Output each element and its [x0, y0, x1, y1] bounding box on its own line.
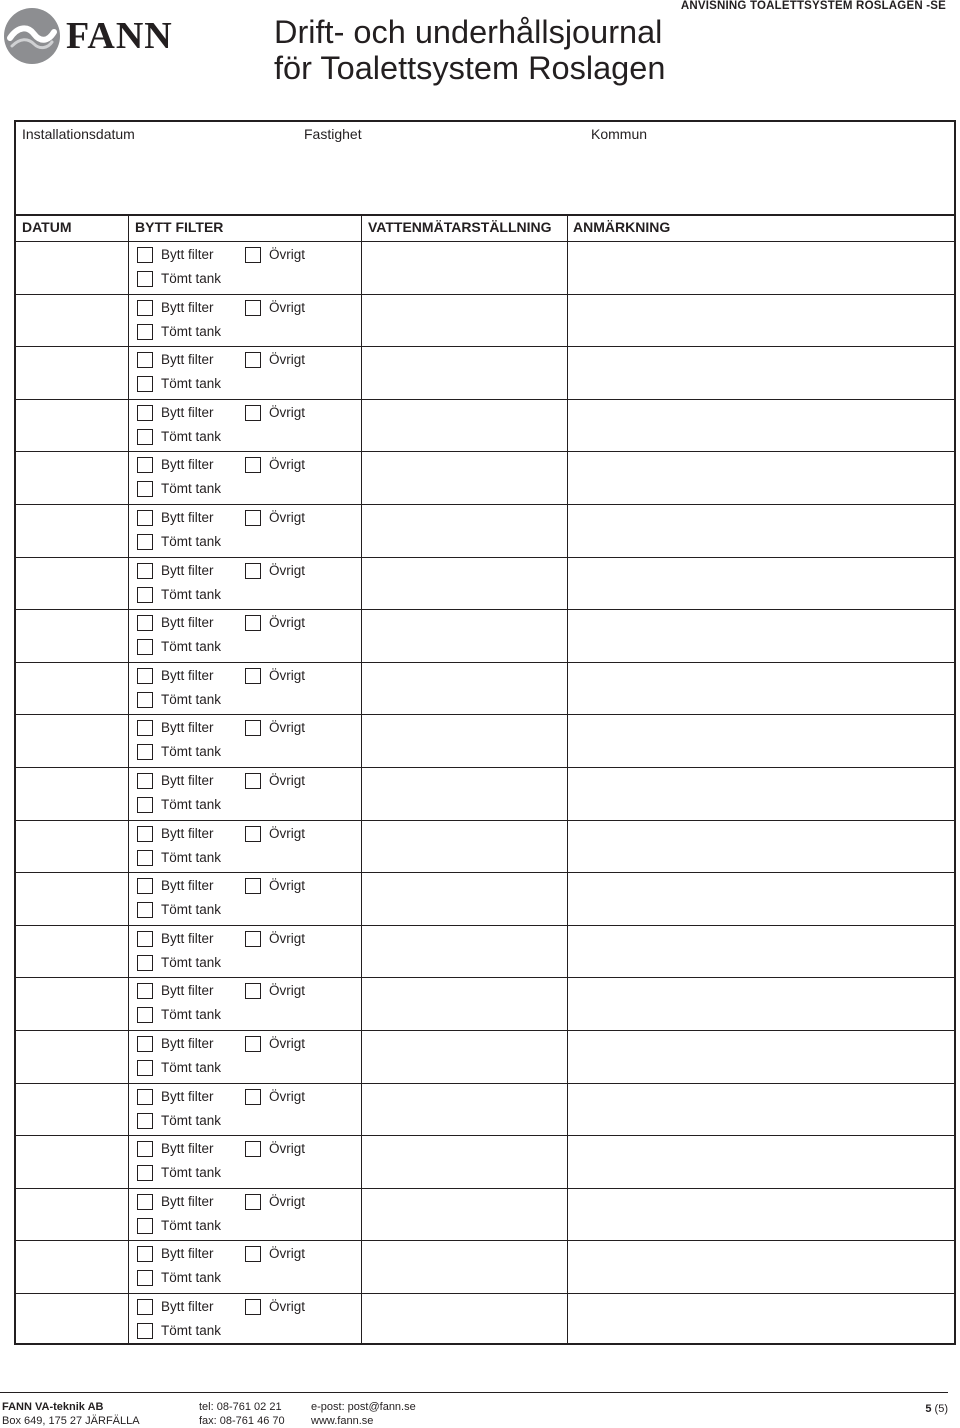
ovrigt-label: Övrigt [269, 930, 306, 946]
bytt-filter-checkbox[interactable] [137, 773, 153, 789]
table-row [16, 242, 954, 295]
header-note: ANMÄRKNING [573, 219, 671, 235]
table-row [16, 400, 954, 453]
journal-form [14, 120, 956, 1345]
bytt-filter-label: Bytt filter [161, 457, 214, 473]
tomt-tank-checkbox[interactable] [137, 1113, 153, 1129]
tomt-tank-checkbox[interactable] [137, 955, 153, 971]
tomt-tank-checkbox[interactable] [137, 587, 153, 603]
tomt-tank-checkbox[interactable] [137, 1323, 153, 1339]
tomt-tank-checkbox[interactable] [137, 534, 153, 550]
tomt-tank-checkbox[interactable] [137, 271, 153, 287]
tomt-tank-checkbox[interactable] [137, 1218, 153, 1234]
tomt-tank-label: Tömt tank [161, 744, 222, 760]
bytt-filter-label: Bytt filter [161, 615, 214, 631]
tomt-tank-label: Tömt tank [161, 481, 222, 497]
table-row [16, 926, 954, 979]
ovrigt-checkbox[interactable] [245, 1299, 261, 1315]
municipality-field[interactable]: Kommun [591, 126, 648, 142]
ovrigt-checkbox[interactable] [245, 510, 261, 526]
tomt-tank-checkbox[interactable] [137, 1060, 153, 1076]
ovrigt-label: Övrigt [269, 510, 306, 525]
bytt-filter-label: Bytt filter [161, 825, 214, 841]
bytt-filter-label: Bytt filter [161, 720, 214, 736]
table-row [16, 452, 954, 505]
tomt-tank-checkbox[interactable] [137, 797, 153, 813]
table-row [16, 821, 954, 874]
tomt-tank-label: Tömt tank [161, 323, 222, 339]
title-line-1: Drift- och underhållsjournal [274, 14, 663, 50]
footer-company [2, 1400, 140, 1428]
tomt-tank-label: Tömt tank [161, 1217, 222, 1233]
bytt-filter-label: Bytt filter [161, 667, 214, 683]
tomt-tank-label: Tömt tank [161, 639, 222, 655]
bytt-filter-label: Bytt filter [161, 299, 214, 315]
page-total: (5) [934, 1403, 948, 1415]
table-row [16, 663, 954, 716]
info-fields [16, 122, 954, 216]
ovrigt-label: Övrigt [269, 1036, 306, 1051]
ovrigt-checkbox[interactable] [245, 1246, 261, 1262]
property-field[interactable]: Fastighet [304, 126, 362, 142]
bytt-filter-label: Bytt filter [161, 352, 214, 368]
fann-logo-icon [4, 8, 60, 64]
bytt-filter-label: Bytt filter [161, 1299, 214, 1314]
bytt-filter-label: Bytt filter [161, 1193, 214, 1209]
ovrigt-label: Övrigt [269, 299, 306, 315]
bytt-filter-label: Bytt filter [161, 930, 214, 946]
ovrigt-label: Övrigt [269, 878, 306, 894]
ovrigt-checkbox[interactable] [245, 352, 261, 368]
tomt-tank-checkbox[interactable] [137, 744, 153, 760]
bytt-filter-label: Bytt filter [161, 773, 214, 788]
bytt-filter-checkbox[interactable] [137, 720, 153, 736]
tomt-tank-checkbox[interactable] [137, 639, 153, 655]
bytt-filter-checkbox[interactable] [137, 983, 153, 999]
table-row [16, 1189, 954, 1242]
bytt-filter-checkbox[interactable] [137, 1299, 153, 1315]
table-row [16, 1294, 954, 1347]
bytt-filter-checkbox[interactable] [137, 1141, 153, 1157]
fann-logo [4, 8, 173, 64]
column-divider [361, 215, 362, 1343]
ovrigt-label: Övrigt [269, 983, 306, 999]
fax-number: fax: 08-761 46 70 [199, 1415, 285, 1427]
table-row [16, 347, 954, 400]
bytt-filter-checkbox[interactable] [137, 352, 153, 368]
tomt-tank-checkbox[interactable] [137, 692, 153, 708]
tomt-tank-label: Tömt tank [161, 1323, 222, 1338]
bytt-filter-checkbox[interactable] [137, 563, 153, 579]
ovrigt-checkbox[interactable] [245, 668, 261, 684]
ovrigt-label: Övrigt [269, 667, 306, 683]
header-meter: VATTENMÄTARSTÄLLNING [368, 219, 552, 235]
ovrigt-label: Övrigt [269, 1141, 306, 1157]
tomt-tank-label: Tömt tank [161, 428, 222, 444]
table-row [16, 715, 954, 768]
footer-contact [311, 1400, 416, 1428]
ovrigt-label: Övrigt [269, 615, 306, 631]
header-date: DATUM [22, 219, 72, 235]
column-divider [567, 215, 568, 1343]
tomt-tank-label: Tömt tank [161, 1112, 222, 1128]
company-name: FANN VA-teknik AB [2, 1401, 104, 1413]
bytt-filter-checkbox[interactable] [137, 826, 153, 842]
ovrigt-checkbox[interactable] [245, 457, 261, 473]
bytt-filter-checkbox[interactable] [137, 931, 153, 947]
bytt-filter-checkbox[interactable] [137, 457, 153, 473]
bytt-filter-checkbox[interactable] [137, 1089, 153, 1105]
brand-name: FANN [66, 15, 173, 57]
company-address: Box 649, 175 27 JÄRFÄLLA [2, 1415, 140, 1427]
installation-date-field[interactable]: Installationsdatum [22, 126, 135, 142]
ovrigt-checkbox[interactable] [245, 1194, 261, 1210]
ovrigt-label: Övrigt [269, 562, 306, 578]
bytt-filter-label: Bytt filter [161, 1141, 214, 1157]
table-row [16, 978, 954, 1031]
bytt-filter-label: Bytt filter [161, 983, 214, 999]
tomt-tank-label: Tömt tank [161, 1060, 222, 1075]
bytt-filter-checkbox[interactable] [137, 300, 153, 316]
tomt-tank-checkbox[interactable] [137, 324, 153, 340]
page-title [274, 14, 665, 86]
bytt-filter-label: Bytt filter [161, 562, 214, 578]
ovrigt-label: Övrigt [269, 720, 306, 736]
table-row [16, 1031, 954, 1084]
ovrigt-checkbox[interactable] [245, 247, 261, 263]
ovrigt-label: Övrigt [269, 773, 306, 788]
ovrigt-checkbox[interactable] [245, 720, 261, 736]
footer-divider [0, 1392, 948, 1393]
ovrigt-label: Övrigt [269, 247, 306, 262]
tomt-tank-label: Tömt tank [161, 1270, 222, 1286]
title-line-2: för Toalettsystem Roslagen [274, 50, 666, 86]
bytt-filter-checkbox[interactable] [137, 878, 153, 894]
table-row [16, 295, 954, 348]
tomt-tank-label: Tömt tank [161, 902, 222, 918]
table-row [16, 1136, 954, 1189]
table-row [16, 558, 954, 611]
ovrigt-checkbox[interactable] [245, 931, 261, 947]
document-tag: ANVISNING TOALETTSYSTEM ROSLAGEN -SE [680, 0, 946, 12]
ovrigt-label: Övrigt [269, 1246, 306, 1262]
ovrigt-label: Övrigt [269, 1193, 306, 1209]
bytt-filter-label: Bytt filter [161, 1036, 214, 1051]
ovrigt-checkbox[interactable] [245, 1036, 261, 1052]
column-divider [128, 215, 129, 1343]
ovrigt-label: Övrigt [269, 404, 306, 420]
table-row [16, 610, 954, 663]
ovrigt-label: Övrigt [269, 352, 306, 368]
footer-phone [199, 1400, 285, 1428]
tomt-tank-checkbox[interactable] [137, 1007, 153, 1023]
ovrigt-checkbox[interactable] [245, 300, 261, 316]
ovrigt-checkbox[interactable] [245, 773, 261, 789]
bytt-filter-label: Bytt filter [161, 878, 214, 894]
table-row [16, 505, 954, 558]
bytt-filter-label: Bytt filter [161, 247, 214, 262]
table-row [16, 768, 954, 821]
tomt-tank-checkbox[interactable] [137, 429, 153, 445]
tomt-tank-label: Tömt tank [161, 691, 222, 707]
bytt-filter-checkbox[interactable] [137, 1194, 153, 1210]
table-row [16, 1241, 954, 1294]
bytt-filter-label: Bytt filter [161, 510, 214, 525]
bytt-filter-checkbox[interactable] [137, 615, 153, 631]
tomt-tank-checkbox[interactable] [137, 850, 153, 866]
table-header [16, 215, 954, 242]
phone-number: tel: 08-761 02 21 [199, 1401, 282, 1413]
bytt-filter-checkbox[interactable] [137, 1036, 153, 1052]
ovrigt-checkbox[interactable] [245, 405, 261, 421]
tomt-tank-label: Tömt tank [161, 849, 222, 865]
bytt-filter-label: Bytt filter [161, 1088, 214, 1104]
ovrigt-label: Övrigt [269, 457, 306, 473]
tomt-tank-label: Tömt tank [161, 271, 222, 286]
page-current: 5 [925, 1403, 932, 1415]
bytt-filter-checkbox[interactable] [137, 247, 153, 263]
table-row [16, 873, 954, 926]
ovrigt-checkbox[interactable] [245, 983, 261, 999]
bytt-filter-checkbox[interactable] [137, 405, 153, 421]
tomt-tank-label: Tömt tank [161, 586, 222, 602]
tomt-tank-checkbox[interactable] [137, 1165, 153, 1181]
tomt-tank-checkbox[interactable] [137, 902, 153, 918]
header-filter: BYTT FILTER [135, 219, 224, 235]
bytt-filter-checkbox[interactable] [137, 668, 153, 684]
bytt-filter-checkbox[interactable] [137, 1246, 153, 1262]
ovrigt-checkbox[interactable] [245, 615, 261, 631]
tomt-tank-label: Tömt tank [161, 954, 222, 970]
ovrigt-label: Övrigt [269, 1299, 306, 1314]
tomt-tank-label: Tömt tank [161, 534, 222, 549]
ovrigt-checkbox[interactable] [245, 1089, 261, 1105]
bytt-filter-checkbox[interactable] [137, 510, 153, 526]
page-number [925, 1402, 948, 1416]
bytt-filter-label: Bytt filter [161, 1246, 214, 1262]
website-link[interactable]: www.fann.se [311, 1415, 374, 1427]
ovrigt-label: Övrigt [269, 1088, 306, 1104]
tomt-tank-label: Tömt tank [161, 376, 222, 392]
ovrigt-checkbox[interactable] [245, 1141, 261, 1157]
bytt-filter-label: Bytt filter [161, 404, 214, 420]
email-address[interactable]: e-post: post@fann.se [311, 1401, 416, 1413]
ovrigt-checkbox[interactable] [245, 878, 261, 894]
ovrigt-checkbox[interactable] [245, 563, 261, 579]
table-row [16, 1084, 954, 1137]
tomt-tank-checkbox[interactable] [137, 376, 153, 392]
tomt-tank-label: Tömt tank [161, 797, 222, 812]
tomt-tank-label: Tömt tank [161, 1007, 222, 1023]
ovrigt-label: Övrigt [269, 825, 306, 841]
tomt-tank-checkbox[interactable] [137, 1270, 153, 1286]
ovrigt-checkbox[interactable] [245, 826, 261, 842]
tomt-tank-checkbox[interactable] [137, 481, 153, 497]
tomt-tank-label: Tömt tank [161, 1165, 222, 1181]
